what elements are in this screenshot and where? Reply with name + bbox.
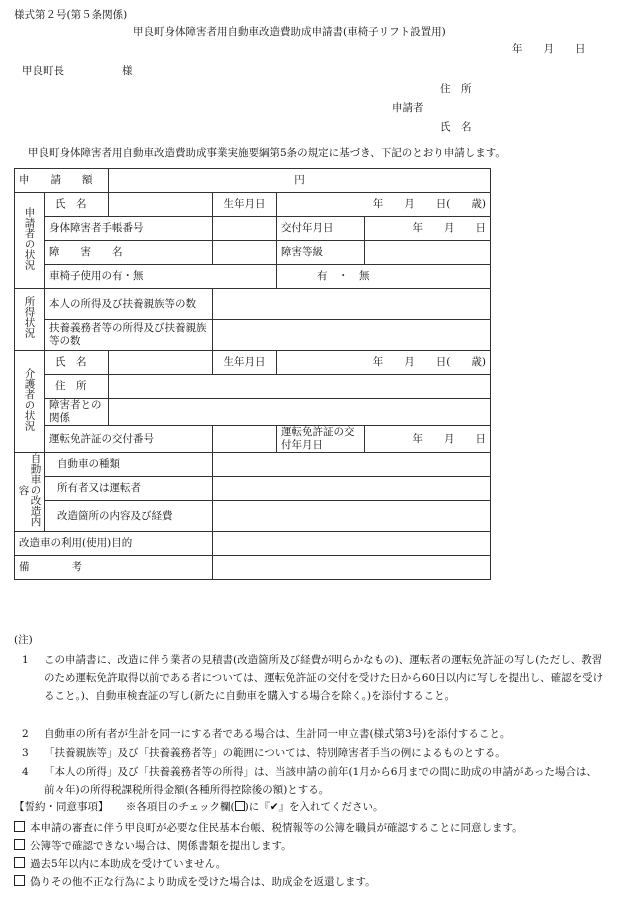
row-amount (15, 169, 491, 193)
license-date-label: 運転免許証の交付年月日 (277, 426, 365, 453)
issue-date-label: 交付年月日 (277, 217, 365, 241)
row-disability (15, 241, 491, 265)
birth-label: 生年月日 (213, 193, 277, 217)
note-item: 4 「本人の所得」及び「扶養義務者等の所得」は、当該申請の前年(1月から6月までの間に助成の申請があった場合は、前々年)の所得税課税所得金額(各種所得控除後の額)とする。 (22, 766, 597, 796)
caregiver-section-label: 介護者の状況 (15, 351, 45, 453)
row-handbook (15, 217, 491, 241)
income-self-label: 本人の所得及び扶養親族等の数 (45, 289, 213, 320)
vehicle-type-label: 自動車の種類 (45, 453, 213, 477)
addressee-honorific: 様 (122, 65, 133, 77)
row-vehicle-type (15, 453, 491, 477)
owner-label: 所有者又は運転者 (45, 477, 213, 501)
caregiver-address-field[interactable] (109, 375, 491, 399)
applicant-section-label: 申請者の状況 (15, 193, 45, 289)
handbook-label: 身体障害者手帳番号 (45, 217, 213, 241)
row-caregiver-name (15, 351, 491, 375)
income-section-label: 所得状況 (15, 289, 45, 351)
addressee: 甲良町長 (22, 65, 64, 77)
row-license (15, 426, 491, 453)
purpose-label: 改造車の利用(使用)目的 (15, 532, 213, 556)
vehicle-section-label: 自動車の改造内容 (15, 453, 45, 532)
agreement-heading-line (14, 800, 384, 814)
applicant-label: 申請者 (392, 102, 424, 114)
row-applicant-name (15, 193, 491, 217)
modification-field[interactable] (213, 501, 491, 532)
agreement-instruction: ※各項目のチェック欄( )に『✔』を入れてください。 (125, 801, 384, 813)
owner-field[interactable] (213, 477, 491, 501)
applicant-name-field[interactable] (109, 193, 213, 217)
consent-checkbox-3[interactable] (14, 857, 25, 868)
applicant-birth-field[interactable]: 年 月 日( 歳) (277, 193, 491, 217)
income-supporter-field[interactable] (213, 320, 491, 351)
disability-grade-label: 障害等級 (277, 241, 365, 265)
note-item: 2 自動車の所有者が生計を同一にする者である場合は、生計同一申立書(様式第3号)を添付すること。 (22, 728, 511, 740)
note-item: 1 この申請書に、改造に伴う業者の見積書(改造箇所及び経費が明らかなもの)、運転者の運転免許証の写し(ただし、教習のため運転免許取得以前である者については、運転免許証の交付を受けた日から60日以内に写しを提出し、確認を受けること。)、自動車検査証の写し(新たに自動車を購入する場合を除く。)を添付すること。 (22, 654, 604, 702)
disability-name-label: 障 害 名 (45, 241, 213, 265)
caregiver-address-label: 住 所 (45, 375, 109, 399)
caregiver-birth-label: 生年月日 (213, 351, 277, 375)
row-caregiver-relation (15, 399, 491, 426)
note-item: 3 「扶養親族等」及び「扶養義務者等」の範囲については、特別障害者手当の例によるものとする。 (22, 747, 506, 759)
consent-checkbox-2[interactable] (14, 839, 25, 850)
notes-heading: (注) (14, 634, 33, 646)
date-line: 年 月 日 (512, 43, 586, 55)
modification-label: 改造箇所の内容及び経費 (45, 501, 213, 532)
caregiver-birth-field[interactable]: 年 月 日( 歳) (277, 351, 491, 375)
license-date-field[interactable]: 年 月 日 (365, 426, 491, 453)
caregiver-name-field[interactable] (109, 351, 213, 375)
agreement-item: 過去5年以内に本助成を受けていません。 (14, 857, 226, 871)
form-title: 甲良町身体障害者用自動車改造費助成申請書(車椅子リフト設置用) (133, 26, 446, 38)
agreement-heading: 【誓約・同意事項】 (14, 801, 109, 813)
agreement-item: 偽りその他不正な行為により助成を受けた場合は、助成金を返還します。 (14, 875, 376, 889)
disability-grade-field[interactable] (365, 241, 491, 265)
disability-name-field[interactable] (213, 241, 277, 265)
name-label-cell: 氏 名 (45, 193, 109, 217)
license-no-label: 運転免許証の交付番号 (45, 426, 213, 453)
relation-label: 障害者との関係 (45, 399, 109, 426)
amount-field[interactable]: 円 (109, 169, 491, 193)
income-self-field[interactable] (213, 289, 491, 320)
name-label: 氏 名 (440, 121, 472, 133)
intro-text: 甲良町身体障害者用自動車改造費助成事業実施要綱第5条の規定に基づき、下記のとおり申請します。 (28, 147, 506, 159)
remarks-field[interactable] (213, 556, 491, 580)
consent-checkbox-4[interactable] (14, 875, 25, 886)
purpose-field[interactable] (213, 532, 491, 556)
caregiver-name-label: 氏 名 (45, 351, 109, 375)
wheelchair-field[interactable]: 有 ・ 無 (277, 265, 491, 289)
row-purpose (15, 532, 491, 556)
row-modification (15, 501, 491, 532)
address-label: 住 所 (440, 83, 472, 95)
amount-label: 申 請 額 (15, 169, 109, 193)
row-wheelchair (15, 265, 491, 289)
handbook-field[interactable] (213, 217, 277, 241)
agreement-item: 本申請の審査に伴う甲良町が必要な住民基本台帳、税情報等の公簿を職員が確認することに同意します。 (14, 821, 523, 835)
consent-checkbox-1[interactable] (14, 821, 25, 832)
application-form-table (14, 168, 491, 580)
issue-date-field[interactable]: 年 月 日 (365, 217, 491, 241)
row-owner (15, 477, 491, 501)
license-no-field[interactable] (213, 426, 277, 453)
row-remarks (15, 556, 491, 580)
vehicle-type-field[interactable] (213, 453, 491, 477)
form-number: 様式第２号(第５条関係) (14, 9, 128, 21)
row-caregiver-address (15, 375, 491, 399)
row-income-self (15, 289, 491, 320)
agreement-item: 公簿等で確認できない場合は、関係書類を提出します。 (14, 839, 292, 853)
relation-field[interactable] (109, 399, 491, 426)
wheelchair-label: 車椅子使用の有・無 (45, 265, 277, 289)
checkbox-sample-icon (235, 801, 245, 811)
remarks-label: 備 考 (15, 556, 213, 580)
income-supporter-label: 扶養義務者等の所得及び扶養親族等の数 (45, 320, 213, 351)
row-income-supporter (15, 320, 491, 351)
